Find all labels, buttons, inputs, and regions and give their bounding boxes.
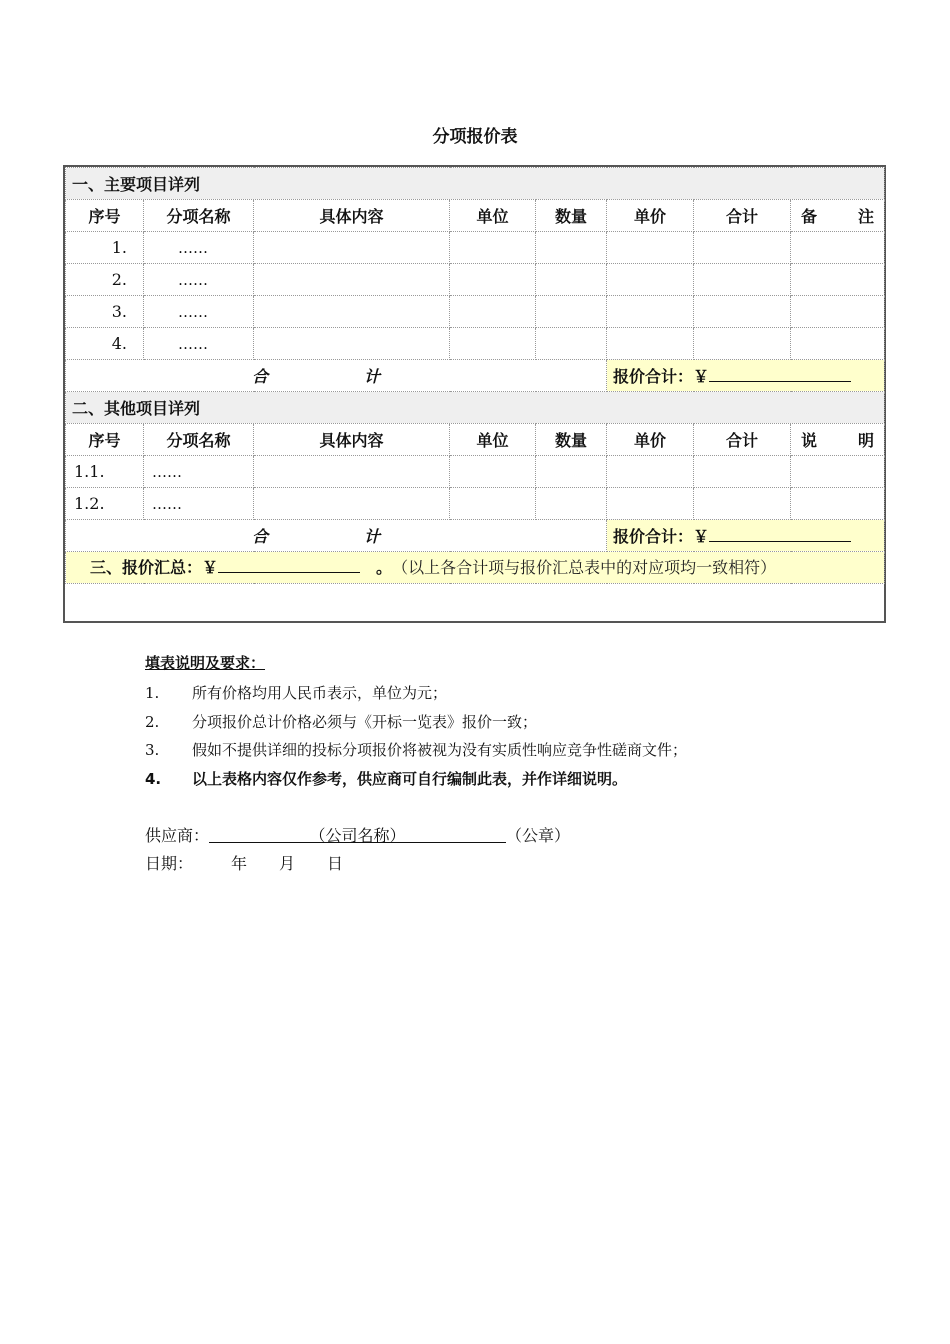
section1-total-row <box>66 360 885 392</box>
cell-total[interactable] <box>694 488 791 520</box>
summary-note: （以上各合计项与报价汇总表中的对应项均一致相符） <box>400 557 777 577</box>
quote-total <box>607 360 885 392</box>
item-number: 2. <box>145 712 160 731</box>
col-header: 单位 <box>450 424 536 456</box>
table-row <box>66 296 885 328</box>
instructions-heading: 填表说明及要求： <box>145 654 266 672</box>
cell-remark[interactable] <box>791 456 885 488</box>
page-title: 分项报价表 <box>432 127 518 147</box>
row-name: …… <box>144 232 254 264</box>
section1-header-row <box>66 200 885 232</box>
col-header: 数量 <box>536 200 607 232</box>
item-text: 以上表格内容仅作参考，供应商可自行编制此表，并作详细说明。 <box>192 769 628 788</box>
cell-unit[interactable] <box>450 232 536 264</box>
total-label: 合 计 <box>66 360 607 392</box>
cell-total[interactable] <box>694 328 791 360</box>
row-number: 1.1. <box>66 456 144 488</box>
date-line <box>145 850 570 878</box>
row-number: 4. <box>66 328 144 360</box>
col-header: 合计 <box>694 200 791 232</box>
supplier-line <box>145 822 570 850</box>
cell-price[interactable] <box>607 488 694 520</box>
summary-suffix: 。 <box>376 557 385 577</box>
cell-total[interactable] <box>694 456 791 488</box>
col-header: 序号 <box>66 200 144 232</box>
cell-content[interactable] <box>254 264 450 296</box>
row-number: 1. <box>66 232 144 264</box>
cell-qty[interactable] <box>536 296 607 328</box>
cell-remark[interactable] <box>791 296 885 328</box>
seal-label: （公章） <box>506 826 571 845</box>
col-header: 具体内容 <box>254 200 450 232</box>
company-name-field[interactable] <box>209 822 506 843</box>
instruction-item <box>145 736 845 765</box>
section2-header-row <box>66 424 885 456</box>
cell-unit[interactable] <box>450 456 536 488</box>
col-header: 说 明 <box>791 424 885 456</box>
col-header: 序号 <box>66 424 144 456</box>
total-label: 合 计 <box>66 520 607 552</box>
cell-qty[interactable] <box>536 456 607 488</box>
col-header: 单位 <box>450 200 536 232</box>
supplier-label: 供应商： <box>145 826 210 845</box>
cell-content[interactable] <box>254 456 450 488</box>
row-name: …… <box>144 296 254 328</box>
cell-content[interactable] <box>254 296 450 328</box>
cell-content[interactable] <box>254 232 450 264</box>
quote-total-label: 报价合计：￥ <box>613 367 710 386</box>
table-row <box>66 456 885 488</box>
table-row <box>66 264 885 296</box>
cell-total[interactable] <box>694 264 791 296</box>
quote-total-label: 报价合计：￥ <box>613 527 710 546</box>
instructions <box>145 652 845 793</box>
cell-unit[interactable] <box>450 264 536 296</box>
cell-qty[interactable] <box>536 328 607 360</box>
summary-blank[interactable] <box>218 558 360 573</box>
col-header: 合计 <box>694 424 791 456</box>
cell-qty[interactable] <box>536 232 607 264</box>
row-name: …… <box>144 488 254 520</box>
col-header: 单价 <box>607 200 694 232</box>
cell-total[interactable] <box>694 296 791 328</box>
cell-content[interactable] <box>254 488 450 520</box>
cell-unit[interactable] <box>450 488 536 520</box>
col-header: 单价 <box>607 424 694 456</box>
instruction-item <box>145 708 845 737</box>
cell-total[interactable] <box>694 232 791 264</box>
row-name: …… <box>144 456 254 488</box>
quote-total-blank[interactable] <box>709 527 851 542</box>
row-name: …… <box>144 264 254 296</box>
signature-block <box>145 822 570 878</box>
quote-total <box>607 520 885 552</box>
cell-price[interactable] <box>607 264 694 296</box>
table-row <box>66 328 885 360</box>
item-text: 假如不提供详细的投标分项报价将被视为没有实质性响应竞争性磋商文件； <box>192 741 688 759</box>
cell-price[interactable] <box>607 328 694 360</box>
cell-qty[interactable] <box>536 264 607 296</box>
col-header: 备 注 <box>791 200 885 232</box>
row-name: …… <box>144 328 254 360</box>
col-header: 分项名称 <box>144 424 254 456</box>
table-row <box>66 232 885 264</box>
row-number: 1.2. <box>66 488 144 520</box>
section2-heading: 二、其他项目详列 <box>66 392 885 424</box>
quote-total-blank[interactable] <box>709 367 851 382</box>
cell-remark[interactable] <box>791 264 885 296</box>
summary-label: 三、报价汇总：￥ <box>90 557 219 577</box>
cell-remark[interactable] <box>791 328 885 360</box>
col-header: 数量 <box>536 424 607 456</box>
item-number: 4. <box>145 769 162 788</box>
table-row <box>66 488 885 520</box>
col-header: 分项名称 <box>144 200 254 232</box>
section2-total-row <box>66 520 885 552</box>
date-parts: 年 月 日 <box>231 854 344 873</box>
company-placeholder: （公司名称） <box>309 826 406 845</box>
quote-table <box>65 167 885 584</box>
item-text: 所有价格均用人民币表示，单位为元； <box>192 684 448 702</box>
col-header: 具体内容 <box>254 424 450 456</box>
cell-remark[interactable] <box>791 232 885 264</box>
item-number: 3. <box>145 741 160 759</box>
section1-heading: 一、主要项目详列 <box>66 168 885 200</box>
cell-qty[interactable] <box>536 488 607 520</box>
cell-remark[interactable] <box>791 488 885 520</box>
row-number: 3. <box>66 296 144 328</box>
cell-unit[interactable] <box>450 328 536 360</box>
row-number: 2. <box>66 264 144 296</box>
cell-price[interactable] <box>607 232 694 264</box>
instruction-item <box>145 679 845 708</box>
item-text: 分项报价总计价格必须与《开标一览表》报价一致； <box>192 712 538 731</box>
summary-cell <box>66 552 885 584</box>
cell-price[interactable] <box>607 456 694 488</box>
cell-content[interactable] <box>254 328 450 360</box>
cell-unit[interactable] <box>450 296 536 328</box>
instruction-item <box>145 765 845 794</box>
item-number: 1. <box>145 684 160 702</box>
cell-price[interactable] <box>607 296 694 328</box>
summary-row <box>66 552 885 584</box>
date-label: 日期： <box>145 854 194 873</box>
